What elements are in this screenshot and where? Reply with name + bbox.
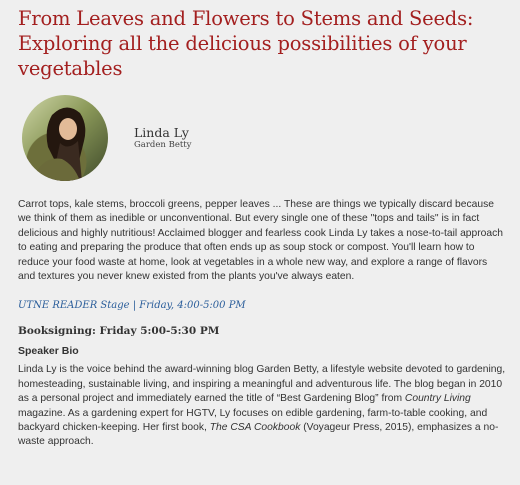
speaker-photo [22, 95, 108, 181]
event-description: Carrot tops, kale stems, broccoli greens, pepper leaves ... These are things we typically discard because we think of them as inedible or unconventional. But every single one of these "tops and tails" is in fact delicious and highly nutritious! Acclaimed blogger and fearless cook Linda Ly takes a nose-to-tail approach to eating and preparing the produce that often ends up as soup stock or compost. You'll learn how to reduce your food waste at home, look at vegetables in a whole new way, and explore a range of flavors and textures you never knew existed from the plants you've always eaten. [18, 199, 504, 283]
speaker-bio [18, 363, 506, 449]
speaker-bio-heading: Speaker Bio [18, 345, 79, 358]
speaker-organization: Garden Betty [134, 140, 192, 150]
speaker-card [18, 95, 506, 181]
speaker-photo-illustration [22, 95, 108, 181]
bio-book-title: The CSA Cookbook [209, 422, 301, 434]
bio-text-3: (Voyageur Press, 2015), emphasizes a no-waste approach. [18, 422, 499, 448]
stage-schedule-link[interactable]: UTNE READER Stage | Friday, 4:00-5:00 PM [18, 300, 246, 312]
speaker-name: Linda Ly [134, 125, 189, 140]
bio-magazine-title: Country Living [404, 393, 471, 405]
event-title: From Leaves and Flowers to Stems and Seeds: Exploring all the delicious possibilities of your vegetables [18, 7, 474, 80]
bio-text-1: Linda Ly is the voice behind the award-winning blog Garden Betty, a lifestyle website devoted to gardening, homesteading, sustainable living, and inspiring a meaningful and adventurous life. The blog began in 2010 as a personal project and immediately earned the title of “Best Gardening Blog” from [18, 364, 506, 405]
booksigning-time: Booksigning: Friday 5:00-5:30 PM [18, 325, 220, 338]
speaker-info [134, 125, 191, 151]
bio-text-2: magazine. As a gardening expert for HGTV, Ly focuses on edible gardening, farm-to-table cooking, and backyard chicken-keeping. Her first book, [18, 407, 488, 434]
